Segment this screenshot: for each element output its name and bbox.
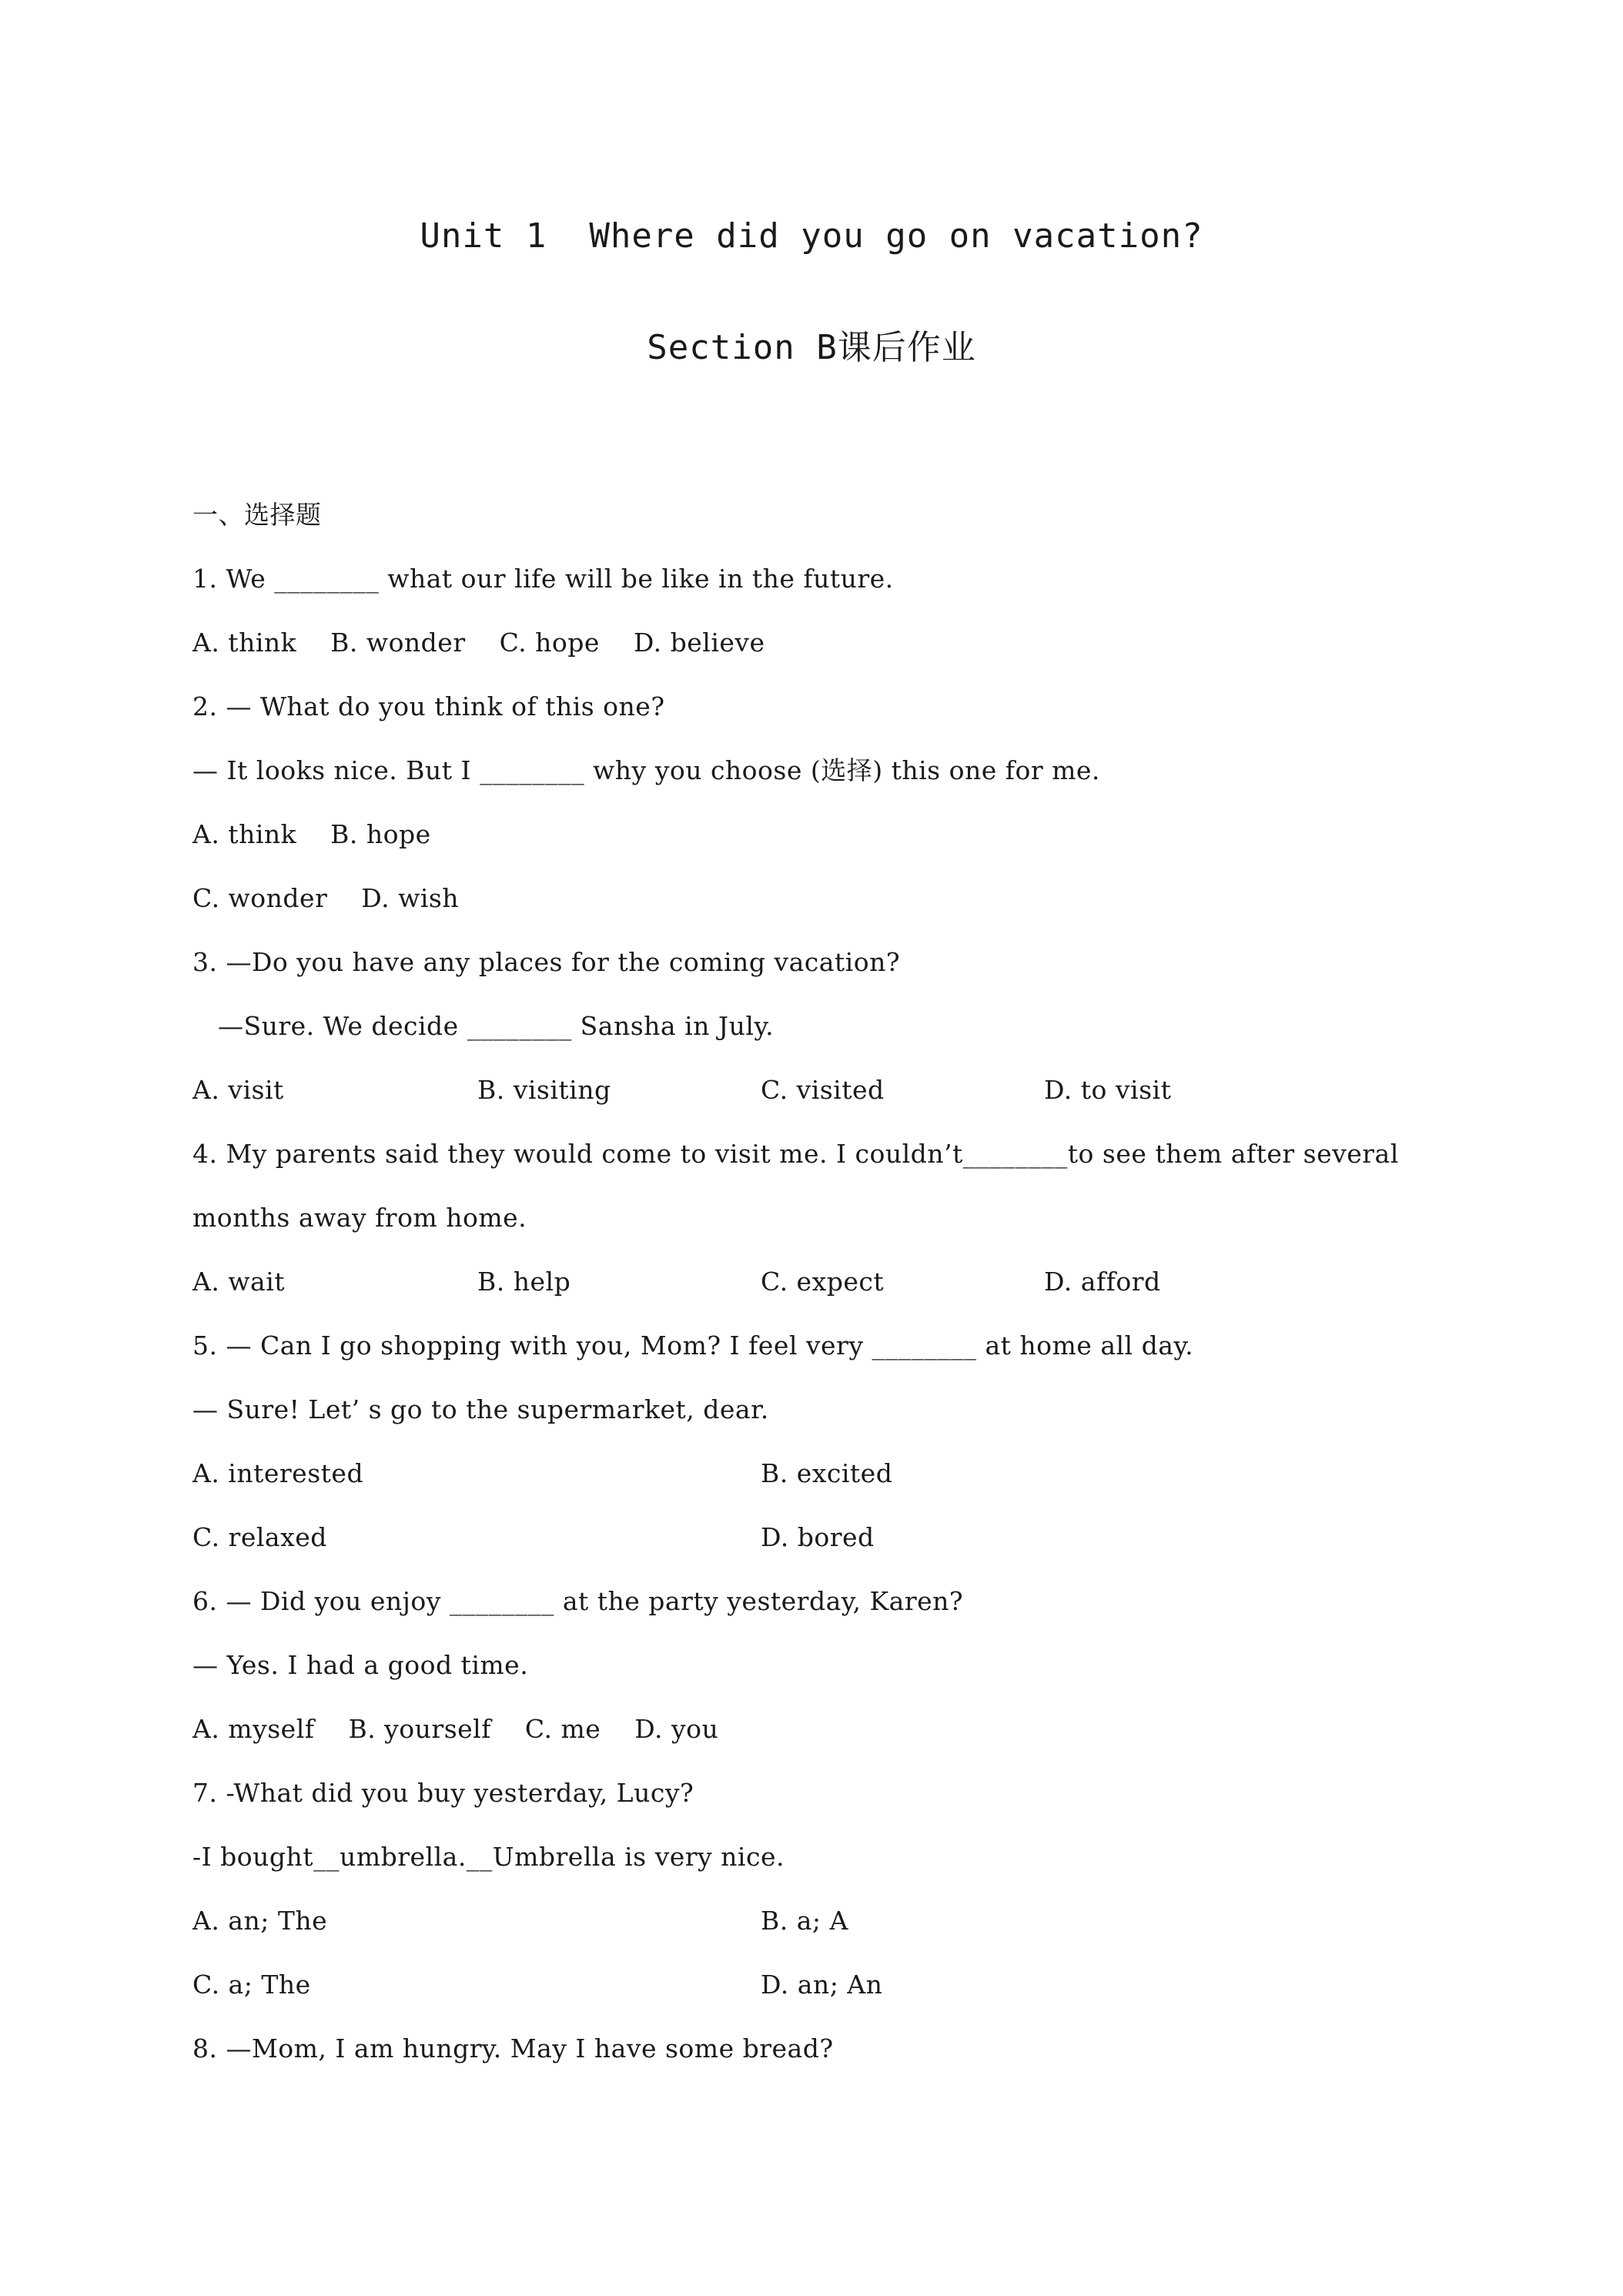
question-3-option-d: D. to visit xyxy=(1044,1075,1172,1105)
question-6-reply: — Yes. I had a good time. xyxy=(192,1650,529,1680)
page-subtitle: Section B课后作业 xyxy=(647,328,976,367)
question-3-reply: —Sure. We decide ________ Sansha in July. xyxy=(192,1011,775,1041)
question-8-stem: 8. —Mom, I am hungry. May I have some bread? xyxy=(192,2033,834,2063)
question-7-option-b: B. a; A xyxy=(761,1906,848,1936)
question-5-option-c: C. relaxed xyxy=(192,1522,327,1552)
question-5-reply: — Sure! Let’ s go to the supermarket, dear. xyxy=(192,1394,769,1424)
page-title: Unit 1 Where did you go on vacation? xyxy=(420,216,1203,256)
question-7-reply: -I bought__umbrella.__Umbrella is very nice. xyxy=(192,1842,785,1872)
question-2-options-row-2: C. wonder D. wish xyxy=(192,883,460,913)
question-4-stem: 4. My parents said they would come to visit me. I couldn’t________to see them after several xyxy=(192,1139,1399,1169)
question-3-stem: 3. —Do you have any places for the coming vacation? xyxy=(192,947,901,977)
question-2-reply: — It looks nice. But I ________ why you choose (选择) this one for me. xyxy=(192,755,1100,785)
section-heading: 一、选择题 xyxy=(192,500,322,530)
question-4-stem-cont: months away from home. xyxy=(192,1203,527,1233)
question-5-option-d: D. bored xyxy=(761,1522,875,1552)
question-1-options: A. think B. wonder C. hope D. believe xyxy=(192,628,765,658)
question-3-option-a: A. visit xyxy=(192,1075,284,1105)
question-6-options: A. myself B. yourself C. me D. you xyxy=(192,1714,719,1744)
question-3-option-c: C. visited xyxy=(761,1075,885,1105)
question-5-option-b: B. excited xyxy=(761,1458,893,1488)
question-7-option-d: D. an; An xyxy=(761,1970,883,2000)
question-4-option-a: A. wait xyxy=(192,1267,286,1297)
question-6-stem: 6. — Did you enjoy ________ at the party yesterday, Karen? xyxy=(192,1586,964,1616)
question-3-option-b: B. visiting xyxy=(477,1075,611,1105)
question-1-stem: 1. We ________ what our life will be like in the future. xyxy=(192,564,894,594)
question-4-option-b: B. help xyxy=(477,1267,571,1297)
question-2-stem: 2. — What do you think of this one? xyxy=(192,691,665,721)
question-2-options-row-1: A. think B. hope xyxy=(192,819,431,849)
question-7-option-c: C. a; The xyxy=(192,1970,311,2000)
question-4-option-c: C. expect xyxy=(761,1267,885,1297)
question-5-option-a: A. interested xyxy=(192,1458,364,1488)
question-5-stem: 5. — Can I go shopping with you, Mom? I feel very ________ at home all day. xyxy=(192,1330,1194,1361)
question-7-stem: 7. -What did you buy yesterday, Lucy? xyxy=(192,1778,694,1808)
question-7-option-a: A. an; The xyxy=(192,1906,328,1936)
question-4-option-d: D. afford xyxy=(1044,1267,1161,1297)
